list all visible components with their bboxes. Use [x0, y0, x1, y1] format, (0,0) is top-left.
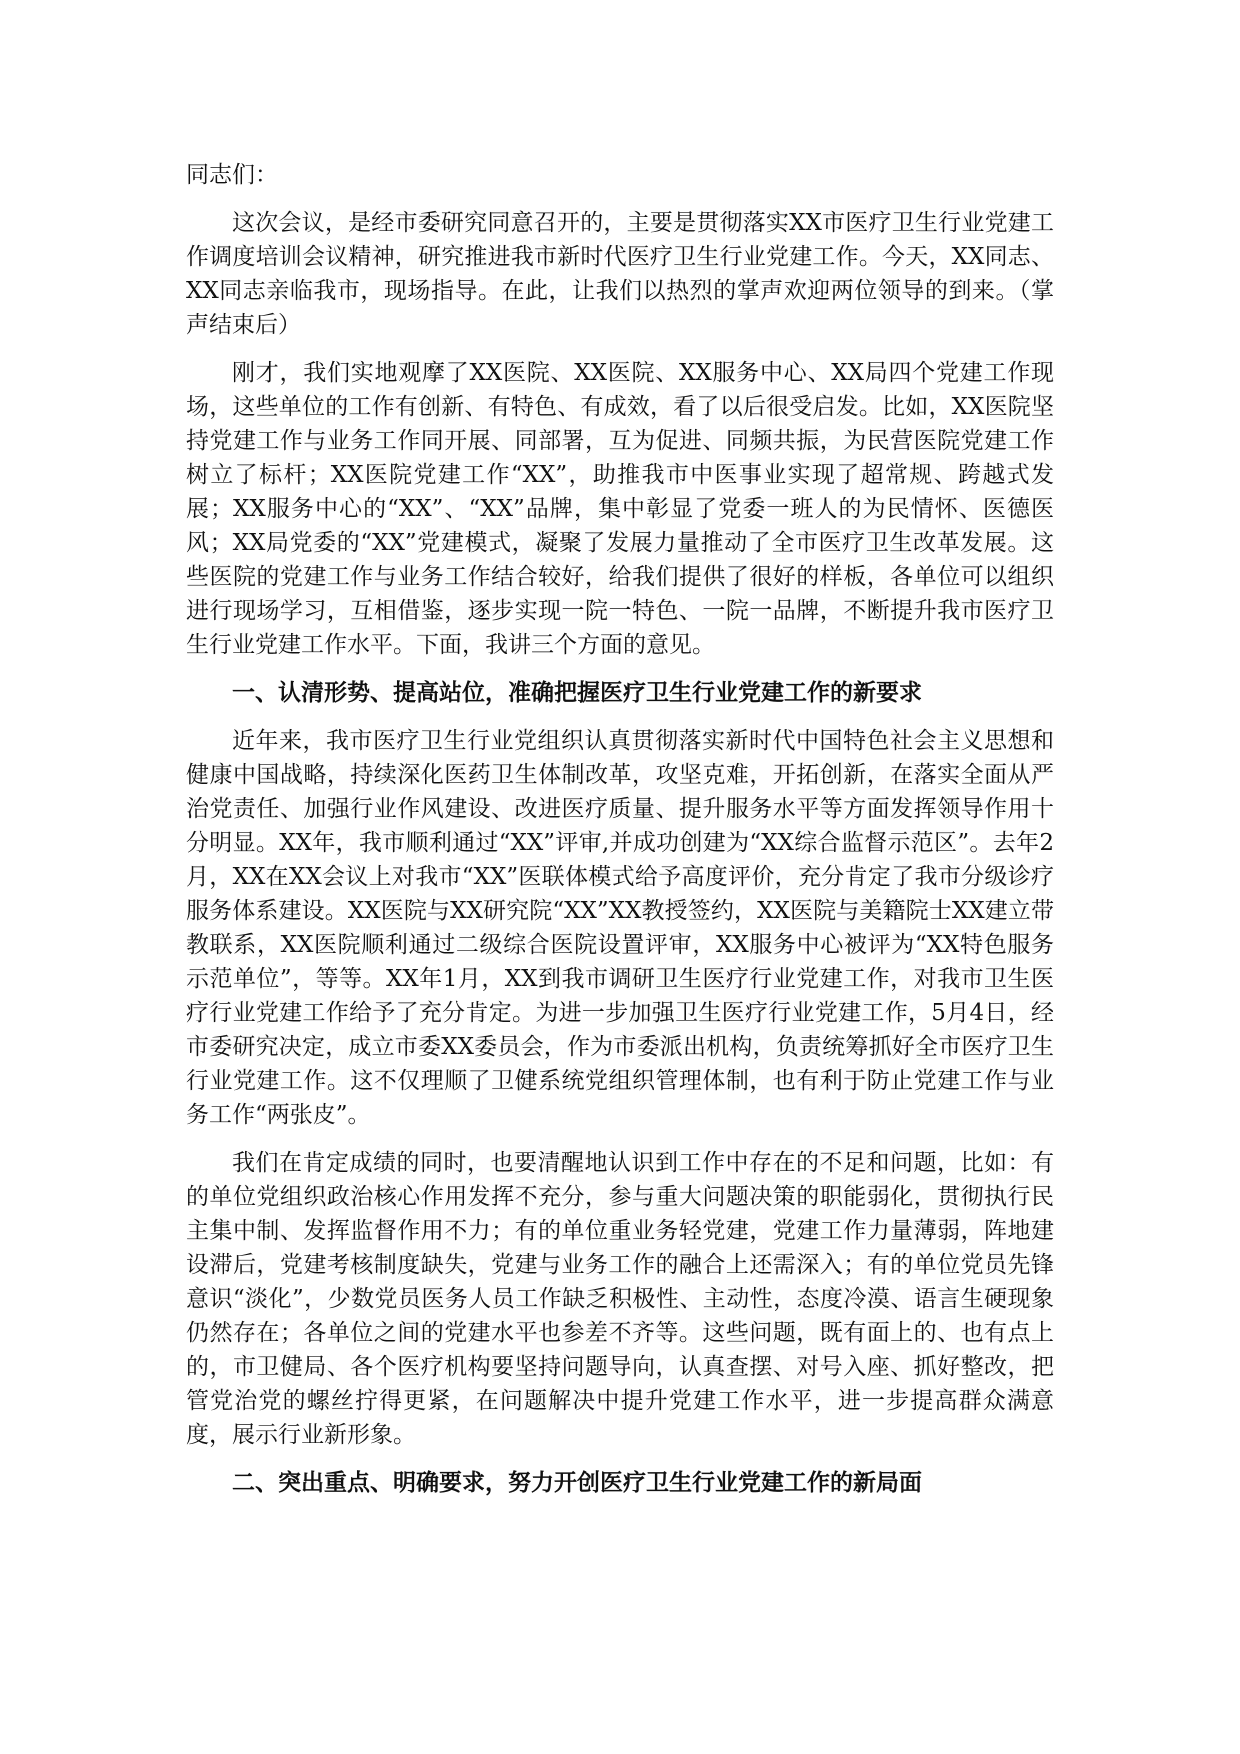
observation-paragraph: 刚才，我们实地观摩了XX医院、XX医院、XX服务中心、XX局四个党建工作现场，这些单位的工作有创新、有特色、有成效，看了以后很受启发。比如，XX医院坚持党建工作与业务工作同开展、同部署，互为促进、同频共振，为民营医院党建工作树立了标杆；XX医院党建工作“XX”，助推我市中医事业实现了超常规、跨越式发展；XX服务中心的“XX”、“XX”品牌，集中彰显了党委一班人的为民情怀、医德医风；XX局党委的“XX”党建模式，凝聚了发展力量推动了全市医疗卫生改革发展。这些医院的党建工作与业务工作结合较好，给我们提供了很好的样板，各单位可以组织进行现场学习，互相借鉴，逐步实现一院一特色、一院一品牌，不断提升我市医疗卫生行业党建工作水平。下面，我讲三个方面的意见。	[186, 360, 1054, 658]
opening-paragraph: 这次会议，是经市委研究同意召开的，主要是贯彻落实XX市医疗卫生行业党建工作调度培训会议精神，研究推进我市新时代医疗卫生行业党建工作。今天，XX同志、XX同志亲临我市，现场指导。在此，让我们以热烈的掌声欢迎两位领导的到来。（掌声结束后）	[186, 210, 1054, 338]
section-2-heading: 二、突出重点、明确要求，努力开创医疗卫生行业党建工作的新局面	[232, 1470, 922, 1496]
section-1-heading: 一、认清形势、提高站位，准确把握医疗卫生行业党建工作的新要求	[232, 680, 922, 706]
document-page	[186, 158, 1054, 1514]
achievements-paragraph: 近年来，我市医疗卫生行业党组织认真贯彻落实新时代中国特色社会主义思想和健康中国战略，持续深化医药卫生体制改革，攻坚克难，开拓创新，在落实全面从严治党责任、加强行业作风建设、改进医疗质量、提升服务水平等方面发挥领导作用十分明显。XX年，我市顺利通过“XX”评审,并成功创建为“XX综合监督示范区”。去年2月，XX在XX会议上对我市“XX”医联体模式给予高度评价，充分肯定了我市分级诊疗服务体系建设。XX医院与XX研究院“XX”XX教授签约，XX医院与美籍院士XX建立带教联系，XX医院顺利通过二级综合医院设置评审，XX服务中心被评为“XX特色服务示范单位”，等等。XX年1月，XX到我市调研卫生医疗行业党建工作，对我市卫生医疗行业党建工作给予了充分肯定。为进一步加强卫生医疗行业党建工作，5月4日，经市委研究决定，成立市委XX委员会，作为市委派出机构，负责统筹抓好全市医疗卫生行业党建工作。这不仅理顺了卫健系统党组织管理体制，也有利于防止党建工作与业务工作“两张皮”。	[186, 728, 1054, 1128]
salutation: 同志们：	[186, 162, 278, 188]
problems-paragraph: 我们在肯定成绩的同时，也要清醒地认识到工作中存在的不足和问题，比如：有的单位党组织政治核心作用发挥不充分，参与重大问题决策的职能弱化，贯彻执行民主集中制、发挥监督作用不力；有的单位重业务轻党建，党建工作力量薄弱，阵地建设滞后，党建考核制度缺失，党建与业务工作的融合上还需深入；有的单位党员先锋意识“淡化”，少数党员医务人员工作缺乏积极性、主动性，态度冷漠、语言生硬现象仍然存在；各单位之间的党建水平也参差不齐等。这些问题，既有面上的、也有点上的，市卫健局、各个医疗机构要坚持问题导向，认真查摆、对号入座、抓好整改，把管党治党的螺丝拧得更紧，在问题解决中提升党建工作水平，进一步提高群众满意度，展示行业新形象。	[186, 1150, 1054, 1448]
